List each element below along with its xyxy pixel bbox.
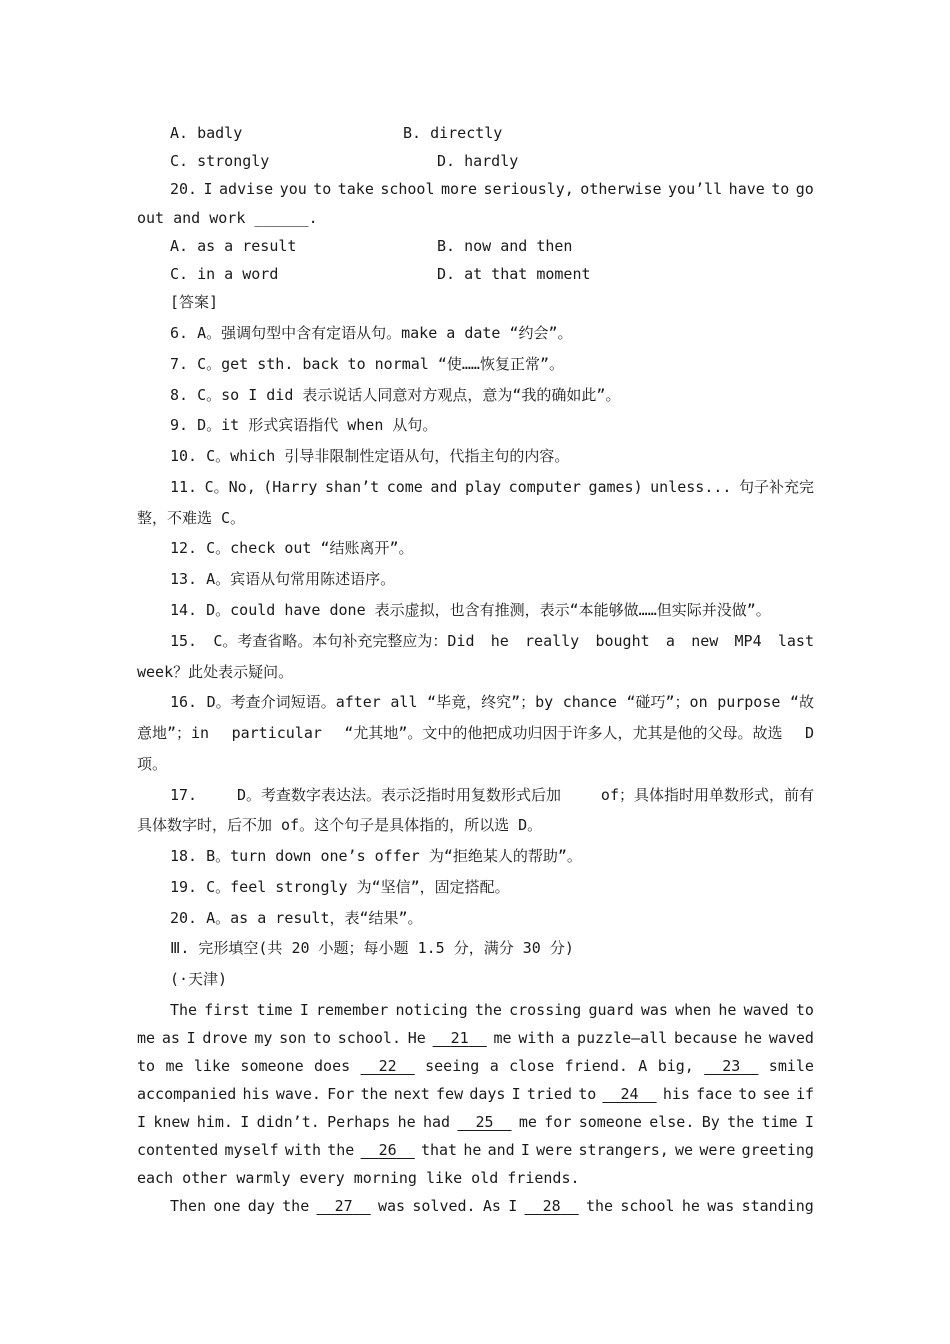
word: I <box>186 1029 196 1047</box>
word: he <box>463 1141 482 1159</box>
word: I <box>240 1113 250 1131</box>
word: he <box>744 1029 763 1047</box>
answer-16-line3: 项。 <box>137 755 168 773</box>
word: tried <box>526 1085 572 1103</box>
blank-28 <box>525 1196 579 1216</box>
blank-number: 22 <box>378 1057 397 1075</box>
answer-18: 18. B。turn down one’s offer 为“拒绝某人的帮助”。 <box>170 847 582 865</box>
word: if <box>795 1085 814 1103</box>
word: myself <box>224 1141 279 1159</box>
blank-27 <box>317 1196 371 1216</box>
word: with <box>284 1141 322 1159</box>
word: advise <box>219 180 274 198</box>
word: someone <box>578 1113 642 1131</box>
word: unless... <box>650 478 732 496</box>
word: guard <box>588 1001 634 1019</box>
blank-number: 24 <box>620 1085 639 1103</box>
word: to <box>578 1085 597 1103</box>
answer-7: 7. C。get sth. back to normal “使……恢复正常”。 <box>170 355 564 373</box>
word: “故 <box>789 693 814 711</box>
word: puzzle—all <box>576 1029 668 1047</box>
answer-20: 20. A。as a result，表“结果”。 <box>170 909 423 927</box>
word: friend. <box>564 1057 628 1075</box>
word: 16. <box>170 693 198 711</box>
blank-number: 27 <box>334 1197 353 1215</box>
word: go <box>795 180 814 198</box>
q20-stem-line1 <box>170 179 814 199</box>
word: that <box>420 1141 458 1159</box>
blank-24 <box>602 1084 656 1104</box>
word: Then <box>170 1197 207 1215</box>
blank-25 <box>457 1112 511 1132</box>
blank-26 <box>361 1140 415 1160</box>
word: 句子补充完 <box>738 478 814 496</box>
word: more <box>440 180 478 198</box>
section-heading: Ⅲ. 完形填空(共 20 小题；每小题 1.5 分，满分 30 分) <box>170 939 574 957</box>
answer-15-line1 <box>170 631 814 651</box>
blank-number: 26 <box>378 1141 397 1159</box>
word: the <box>727 1113 755 1131</box>
answer-15-line2: week？此处表示疑问。 <box>137 663 294 681</box>
word: I <box>203 180 213 198</box>
word: really <box>525 632 580 650</box>
passage-line <box>137 1056 814 1076</box>
word: noticing <box>395 1001 468 1019</box>
word: had <box>423 1113 451 1131</box>
word: For <box>327 1085 355 1103</box>
blank-number: 21 <box>450 1029 469 1047</box>
word: games) <box>588 478 643 496</box>
word: school. <box>337 1029 401 1047</box>
passage-line <box>137 1084 814 1104</box>
word: “尤其地”。文中的他把成功归因于许多人，尤其是他的父母。故选 <box>344 724 783 742</box>
answer-6: 6. A。强调句型中含有定语从句。make a date “约会”。 <box>170 324 573 342</box>
word: all <box>390 693 418 711</box>
word: a <box>665 632 675 650</box>
answer-9: 9. D。it 形式宾语指代 when 从句。 <box>170 416 438 434</box>
word: me <box>165 1057 184 1075</box>
word: were <box>536 1141 573 1159</box>
word: remember <box>316 1001 389 1019</box>
word: because <box>674 1029 738 1047</box>
word: purpose <box>717 693 781 711</box>
answer-13: 13. A。宾语从句常用陈述语序。 <box>170 570 396 588</box>
answer-12: 12. C。check out “结账离开”。 <box>170 539 414 557</box>
word: greeting <box>741 1141 814 1159</box>
passage-line <box>137 1140 814 1160</box>
word: knew <box>153 1113 190 1131</box>
word: of；具体指时用单数形式，前有 <box>600 786 814 804</box>
word: school <box>620 1197 675 1215</box>
word: wave. <box>275 1085 321 1103</box>
word: seriously, <box>483 180 574 198</box>
q19-option-c: C. strongly <box>170 152 270 170</box>
answer-8: 8. C。so I did 表示说话人同意对方观点，意为“我的确如此”。 <box>170 386 621 404</box>
word: D <box>804 724 814 742</box>
word: to <box>738 1085 757 1103</box>
word: computer <box>508 478 581 496</box>
word: standing <box>741 1197 814 1215</box>
word: me <box>518 1113 537 1131</box>
word: I <box>299 1001 309 1019</box>
word: The <box>170 1001 198 1019</box>
passage-line <box>137 1028 814 1048</box>
word: he <box>681 1197 700 1215</box>
word: I <box>804 1113 814 1131</box>
word: when <box>675 1001 712 1019</box>
word: time <box>256 1001 293 1019</box>
word: waved <box>743 1001 789 1019</box>
word: 17. <box>170 786 198 804</box>
word: he <box>490 632 509 650</box>
word: to <box>795 1001 814 1019</box>
word: last <box>777 632 814 650</box>
q19-option-a: A. badly <box>170 124 243 142</box>
word: you <box>279 180 307 198</box>
word: (Harry <box>263 478 318 496</box>
blank-23 <box>704 1056 758 1076</box>
word: was <box>707 1197 735 1215</box>
word: I <box>511 1085 521 1103</box>
word: C。考查省略。本句补充完整应为：Did <box>213 632 475 650</box>
word: first <box>204 1001 250 1019</box>
word: to <box>313 180 332 198</box>
word: I <box>508 1197 518 1215</box>
word: By <box>701 1113 720 1131</box>
word: accompanied <box>137 1085 237 1103</box>
word: have <box>728 180 765 198</box>
word: a <box>489 1057 499 1075</box>
word: contented <box>137 1141 219 1159</box>
word: otherwise <box>580 180 662 198</box>
word: next <box>393 1085 430 1103</box>
blank-22 <box>361 1056 415 1076</box>
word: me <box>137 1029 156 1047</box>
word: drove <box>202 1029 248 1047</box>
word: solved. <box>412 1197 476 1215</box>
answer-header: [答案] <box>170 293 219 311</box>
answer-16-line1 <box>170 692 814 712</box>
word: the <box>474 1001 502 1019</box>
word: he <box>718 1001 737 1019</box>
q19-option-b: B. directly <box>403 124 503 142</box>
word: I <box>520 1141 530 1159</box>
word: “碰巧”；on <box>626 693 708 711</box>
answer-19: 19. C。feel strongly 为“坚信”，固定搭配。 <box>170 878 510 896</box>
answer-10: 10. C。which 引导非限制性定语从句，代指主句的内容。 <box>170 447 570 465</box>
q20-option-b: B. now and then <box>437 237 573 255</box>
q20-option-d: D. at that moment <box>437 265 591 283</box>
word: strangers, <box>578 1141 669 1159</box>
word: crossing <box>509 1001 582 1019</box>
word: to <box>137 1057 156 1075</box>
word: you’ll <box>668 180 723 198</box>
word: 20. <box>170 180 198 198</box>
word: else. <box>649 1113 695 1131</box>
word: particular <box>231 724 322 742</box>
answer-11-line1 <box>170 477 814 497</box>
word: the <box>360 1085 388 1103</box>
word: someone <box>240 1057 304 1075</box>
word: D。考查数字表达法。表示泛指时用复数形式后加 <box>236 786 562 804</box>
q20-option-a: A. as a result <box>170 237 297 255</box>
answer-17-line2: 具体数字时，后不加 of。这个句子是具体指的，所以选 D。 <box>137 816 543 834</box>
word: big, <box>657 1057 694 1075</box>
word: chance <box>562 693 617 711</box>
q20-option-c: C. in a word <box>170 265 279 283</box>
q20-stem-line2: out and work ______. <box>137 209 318 227</box>
word: D。考查介词短语。after <box>206 693 381 711</box>
word: like <box>193 1057 231 1075</box>
word: As <box>482 1197 501 1215</box>
word: bought <box>595 632 650 650</box>
word: days <box>469 1085 506 1103</box>
word: new <box>691 632 719 650</box>
word: my <box>254 1029 273 1047</box>
word: face <box>696 1085 733 1103</box>
word: the <box>327 1141 355 1159</box>
blank-number: 25 <box>475 1113 494 1131</box>
word: smile <box>768 1057 814 1075</box>
word: MP4 <box>734 632 762 650</box>
word: his <box>242 1085 270 1103</box>
word: does <box>314 1057 351 1075</box>
blank-number: 23 <box>722 1057 741 1075</box>
word: with <box>518 1029 555 1047</box>
word: to <box>771 180 790 198</box>
word: A <box>638 1057 648 1075</box>
word: his <box>662 1085 690 1103</box>
word: day <box>247 1197 275 1215</box>
answer-14: 14. D。could have done 表示虚拟，也含有推测，表示“本能够做……但实际并没做”。 <box>170 601 771 619</box>
word: 15. <box>170 632 198 650</box>
word: me <box>493 1029 512 1047</box>
word: as <box>161 1029 180 1047</box>
passage-line: each other warmly every morning like old friends. <box>137 1169 580 1187</box>
word: 意地”；in <box>137 724 210 742</box>
word: and <box>487 1141 515 1159</box>
passage-line <box>170 1000 814 1020</box>
word: son <box>279 1029 307 1047</box>
word: take <box>337 180 374 198</box>
word: him. <box>196 1113 233 1131</box>
word: was <box>640 1001 668 1019</box>
section-source: (·天津) <box>170 970 228 988</box>
word: he <box>397 1113 416 1131</box>
word: were <box>699 1141 736 1159</box>
word: 11. <box>170 478 198 496</box>
word: and <box>430 478 458 496</box>
word: few <box>436 1085 464 1103</box>
word: Perhaps <box>327 1113 391 1131</box>
word: to <box>312 1029 332 1047</box>
word: the <box>282 1197 310 1215</box>
word: didn’t. <box>256 1113 320 1131</box>
blank-21 <box>433 1028 487 1048</box>
word: waved <box>768 1029 814 1047</box>
word: a <box>561 1029 571 1047</box>
answer-11-line2: 整，不难选 C。 <box>137 509 246 527</box>
word: close <box>509 1057 555 1075</box>
word: school <box>380 180 435 198</box>
word: “毕竟，终究”；by <box>427 693 554 711</box>
passage-line <box>170 1196 814 1216</box>
word: seeing <box>425 1057 480 1075</box>
word: one <box>213 1197 241 1215</box>
word: we <box>675 1141 694 1159</box>
passage-line <box>137 1112 814 1132</box>
word: for <box>544 1113 572 1131</box>
word: He <box>407 1029 426 1047</box>
word: see <box>762 1085 790 1103</box>
word: the <box>586 1197 614 1215</box>
q19-option-d: D. hardly <box>437 152 519 170</box>
answer-16-line2 <box>137 723 814 743</box>
word: was <box>378 1197 406 1215</box>
word: time <box>761 1113 798 1131</box>
word: C。No, <box>204 478 256 496</box>
word: play <box>465 478 502 496</box>
word: shan’t <box>325 478 380 496</box>
word: come <box>386 478 423 496</box>
blank-number: 28 <box>542 1197 561 1215</box>
word: I <box>137 1113 147 1131</box>
answer-17-line1 <box>170 785 814 805</box>
